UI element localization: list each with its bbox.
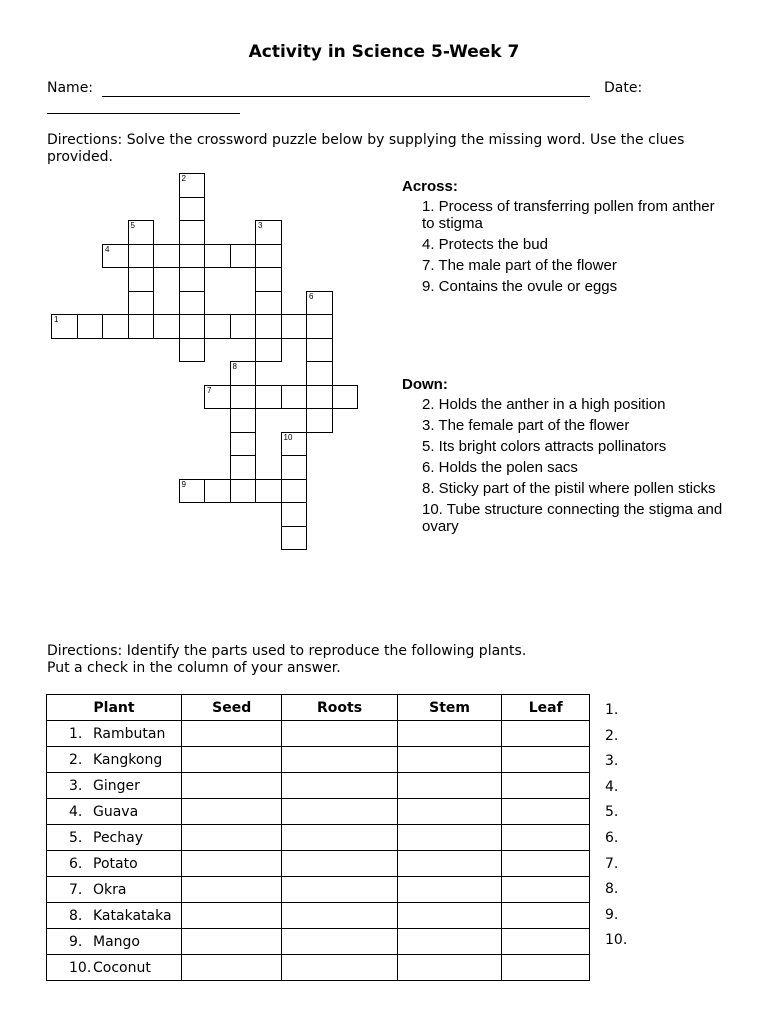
crossword-cell[interactable] (281, 526, 308, 551)
answer-number-list (605, 700, 627, 956)
crossword-cell[interactable] (179, 197, 206, 222)
plant-cell (47, 955, 182, 981)
crossword-cell[interactable] (281, 432, 308, 457)
col-header-leaf: Leaf (502, 695, 590, 721)
crossword-cell[interactable] (51, 314, 78, 339)
crossword-cell[interactable] (179, 291, 206, 316)
check-cell-stem[interactable] (397, 773, 502, 799)
crossword-cell[interactable] (281, 385, 308, 410)
plant-number: 1. (69, 725, 83, 742)
check-cell-leaf[interactable] (502, 747, 590, 773)
check-cell-roots[interactable] (282, 747, 397, 773)
across-clue: 4. Protects the bud (422, 236, 548, 253)
plant-number: 10. (69, 959, 92, 976)
crossword-cell[interactable] (255, 220, 282, 245)
table-row (47, 825, 590, 851)
answer-number: 7. (605, 855, 619, 872)
check-cell-leaf[interactable] (502, 877, 590, 903)
crossword-cell[interactable] (179, 220, 206, 245)
check-cell-roots[interactable] (282, 955, 397, 981)
table-row (47, 877, 590, 903)
plant-name: Kangkong (93, 751, 163, 768)
crossword-cell[interactable] (281, 314, 308, 339)
crossword-cell[interactable] (179, 314, 206, 339)
check-cell-seed[interactable] (182, 747, 282, 773)
across-clue: 7. The male part of the flower (422, 257, 617, 274)
crossword-cell[interactable] (255, 314, 282, 339)
check-cell-leaf[interactable] (502, 955, 590, 981)
plant-cell (47, 799, 182, 825)
plant-cell (47, 929, 182, 955)
crossword-number: 8 (232, 362, 237, 371)
crossword-cell[interactable] (255, 291, 282, 316)
crossword-cell[interactable] (306, 408, 333, 433)
crossword-cell[interactable] (281, 479, 308, 504)
crossword-cell[interactable] (230, 479, 257, 504)
answer-number: 10. (605, 932, 628, 949)
crossword-cell[interactable] (306, 314, 333, 339)
table-header-row (47, 695, 590, 721)
crossword-cell[interactable] (204, 479, 231, 504)
crossword-cell[interactable] (128, 220, 155, 245)
date-label: Date: (604, 80, 643, 96)
answer-number: 2. (605, 727, 619, 744)
across-clue: 1. Process of transferring pollen from anther to stigma (422, 198, 715, 232)
check-cell-stem[interactable] (397, 825, 502, 851)
across-heading: Across: (402, 178, 458, 195)
check-cell-stem[interactable] (397, 929, 502, 955)
answer-number: 1. (605, 702, 619, 718)
crossword-cell[interactable] (281, 502, 308, 527)
table-row (47, 799, 590, 825)
check-cell-stem[interactable] (397, 799, 502, 825)
check-cell-leaf[interactable] (502, 851, 590, 877)
crossword-cell[interactable] (230, 455, 257, 480)
plant-cell (47, 721, 182, 747)
crossword-cell[interactable] (179, 244, 206, 269)
crossword-cell[interactable] (230, 314, 257, 339)
crossword-cell[interactable] (77, 314, 104, 339)
answer-number: 5. (605, 804, 619, 821)
down-clues (402, 376, 732, 539)
plant-cell (47, 903, 182, 929)
crossword-number: 2 (181, 174, 186, 183)
plant-name: Potato (93, 855, 138, 872)
plant-number: 9. (69, 933, 83, 950)
crossword-cell[interactable] (153, 314, 180, 339)
down-clue: 3. The female part of the flower (422, 417, 630, 434)
check-cell-leaf[interactable] (502, 903, 590, 929)
crossword-cell[interactable] (204, 385, 231, 410)
crossword-cell[interactable] (128, 244, 155, 269)
crossword-cell[interactable] (102, 314, 129, 339)
check-cell-stem[interactable] (397, 851, 502, 877)
check-cell-leaf[interactable] (502, 721, 590, 747)
check-cell-stem[interactable] (397, 903, 502, 929)
crossword-cell[interactable] (230, 244, 257, 269)
plant-name: Coconut (93, 959, 151, 976)
plant-cell (47, 773, 182, 799)
plant-number: 3. (69, 777, 83, 794)
crossword-cell[interactable] (255, 267, 282, 292)
check-cell-roots[interactable] (282, 903, 397, 929)
table-row (47, 773, 590, 799)
name-blank[interactable] (102, 96, 590, 97)
col-header-roots: Roots (282, 695, 397, 721)
crossword-cell[interactable] (306, 361, 333, 386)
plant-number: 5. (69, 829, 83, 846)
crossword-cell[interactable] (255, 385, 282, 410)
answer-number: 4. (605, 778, 619, 795)
check-cell-seed[interactable] (182, 851, 282, 877)
check-cell-stem[interactable] (397, 721, 502, 747)
plant-number: 4. (69, 803, 83, 820)
col-header-stem: Stem (397, 695, 502, 721)
check-cell-roots[interactable] (282, 825, 397, 851)
table-directions: Directions: Identify the parts used to reproduce the following plants. Put a check in the column of your answer. (47, 643, 527, 676)
crossword-cell[interactable] (230, 432, 257, 457)
answer-number: 6. (605, 829, 619, 846)
plant-cell (47, 851, 182, 877)
table-row (47, 903, 590, 929)
crossword-cell[interactable] (255, 338, 282, 363)
check-cell-seed[interactable] (182, 825, 282, 851)
crossword-cell[interactable] (204, 314, 231, 339)
check-cell-roots[interactable] (282, 877, 397, 903)
plant-name: Mango (93, 933, 140, 950)
down-heading: Down: (402, 376, 448, 393)
table-row (47, 721, 590, 747)
crossword-cell[interactable] (281, 455, 308, 480)
check-cell-roots[interactable] (282, 799, 397, 825)
check-cell-stem[interactable] (397, 877, 502, 903)
check-cell-seed[interactable] (182, 903, 282, 929)
crossword-cell[interactable] (230, 408, 257, 433)
down-clue: 6. Holds the polen sacs (422, 459, 578, 476)
crossword-cell[interactable] (230, 361, 257, 386)
down-clue: 2. Holds the anther in a high position (422, 396, 666, 413)
crossword-cell[interactable] (306, 291, 333, 316)
across-clues (402, 178, 722, 299)
plant-name: Ginger (93, 777, 140, 794)
check-cell-roots[interactable] (282, 773, 397, 799)
crossword-cell[interactable] (204, 244, 231, 269)
date-blank[interactable] (47, 113, 240, 114)
plant-number: 7. (69, 881, 83, 898)
table-row (47, 747, 590, 773)
crossword-number: 3 (258, 221, 263, 230)
crossword-number: 5 (130, 221, 135, 230)
crossword-cell[interactable] (306, 385, 333, 410)
crossword-cell[interactable] (102, 244, 129, 269)
check-cell-seed[interactable] (182, 773, 282, 799)
crossword-cell[interactable] (128, 291, 155, 316)
check-cell-leaf[interactable] (502, 825, 590, 851)
crossword-number: 10 (283, 432, 293, 442)
col-header-seed: Seed (182, 695, 282, 721)
answer-number: 9. (605, 906, 619, 923)
down-clue: 8. Sticky part of the pistil where pollen sticks (422, 480, 716, 497)
plant-number: 8. (69, 907, 83, 924)
down-clue: 10. Tube structure connecting the stigma and ovary (422, 501, 723, 535)
check-cell-leaf[interactable] (502, 799, 590, 825)
down-clue: 5. Its bright colors attracts pollinators (422, 438, 667, 455)
check-cell-leaf[interactable] (502, 929, 590, 955)
plant-name: Rambutan (93, 725, 166, 742)
plant-cell (47, 825, 182, 851)
table-row (47, 851, 590, 877)
crossword-number: 1 (54, 315, 59, 324)
plant-parts-table (46, 694, 590, 981)
table-row (47, 955, 590, 981)
crossword-cell[interactable] (255, 244, 282, 269)
crossword-cell[interactable] (179, 267, 206, 292)
plant-number: 2. (69, 751, 83, 768)
crossword-number: 9 (181, 479, 186, 489)
crossword-cell[interactable] (306, 338, 333, 363)
crossword-cell[interactable] (128, 267, 155, 292)
plant-name: Katakataka (93, 907, 172, 924)
crossword-cell[interactable] (332, 385, 359, 410)
check-cell-seed[interactable] (182, 721, 282, 747)
check-cell-roots[interactable] (282, 929, 397, 955)
page-title: Activity in Science 5-Week 7 (248, 42, 520, 62)
across-clue: 9. Contains the ovule or eggs (422, 278, 618, 295)
crossword-number: 7 (207, 385, 212, 395)
crossword-cell[interactable] (179, 173, 206, 198)
crossword-number: 6 (309, 291, 314, 301)
check-cell-seed[interactable] (182, 929, 282, 955)
check-cell-stem[interactable] (397, 747, 502, 773)
col-header-plant: Plant (47, 695, 182, 721)
crossword-number: 4 (105, 244, 110, 254)
plant-name: Guava (93, 803, 139, 820)
crossword-cell[interactable] (255, 479, 282, 504)
plant-name: Okra (93, 881, 127, 898)
crossword-cell[interactable] (128, 314, 155, 339)
check-cell-stem[interactable] (397, 955, 502, 981)
crossword-cell[interactable] (179, 479, 206, 504)
plant-number: 6. (69, 855, 83, 872)
check-cell-seed[interactable] (182, 799, 282, 825)
plant-name: Pechay (93, 829, 143, 846)
check-cell-leaf[interactable] (502, 773, 590, 799)
crossword-directions: Directions: Solve the crossword puzzle below by supplying the missing word. Use the clues provided. (47, 132, 685, 165)
check-cell-roots[interactable] (282, 721, 397, 747)
crossword-cell[interactable] (230, 385, 257, 410)
answer-number: 8. (605, 881, 619, 898)
check-cell-seed[interactable] (182, 877, 282, 903)
crossword-cell[interactable] (153, 244, 180, 269)
check-cell-roots[interactable] (282, 851, 397, 877)
table-row (47, 929, 590, 955)
check-cell-seed[interactable] (182, 955, 282, 981)
answer-number: 3. (605, 753, 619, 770)
plant-cell (47, 877, 182, 903)
plant-cell (47, 747, 182, 773)
crossword-cell[interactable] (179, 338, 206, 363)
name-label: Name: (47, 80, 94, 96)
